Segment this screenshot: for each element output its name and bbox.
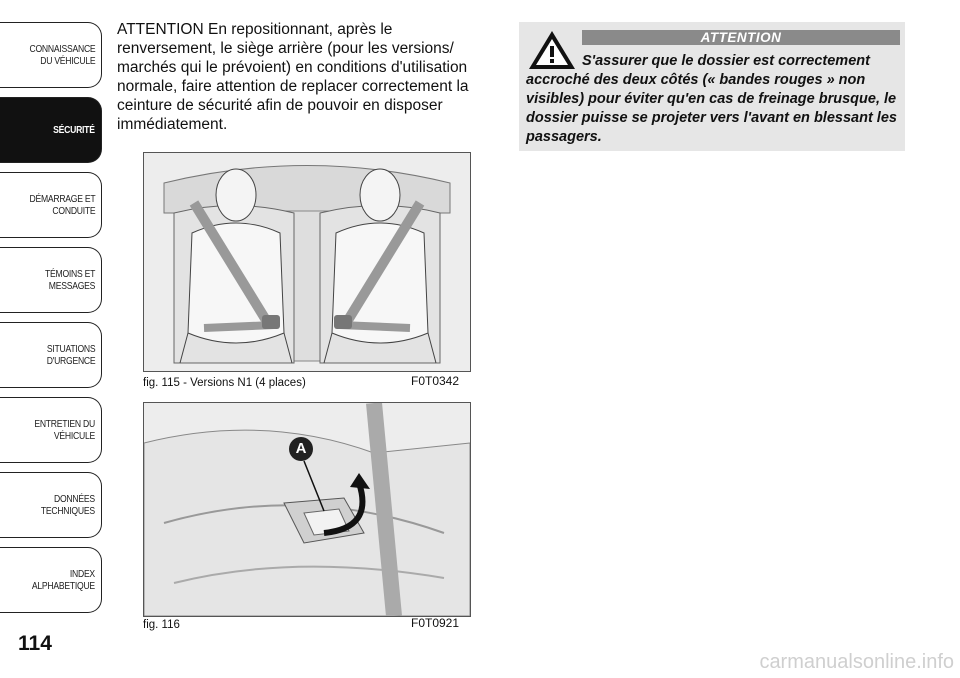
tab-label: SITUATIONS D'URGENCE: [46, 343, 95, 367]
tab-securite[interactable]: [0, 97, 102, 163]
figure-seatback-hook: [143, 402, 471, 617]
tab-demarrage-et-conduite[interactable]: [0, 172, 102, 238]
tab-connaissance-du-vehicule[interactable]: [0, 22, 102, 88]
tab-entretien-du-vehicule[interactable]: [0, 397, 102, 463]
warning-text: S'assurer que le dossier est correctement accroché des deux côtés (« bandes rouges » non visibles) pour éviter qu'en cas de freinage brusque, le dossier puisse se projeter vers l'avant en blessant les passagers.: [526, 53, 897, 145]
figure-rear-seats-belts: [143, 152, 471, 372]
warning-title: ATTENTION: [582, 30, 900, 45]
seatback-illustration: [144, 403, 470, 616]
tab-situations-durgence[interactable]: [0, 322, 102, 388]
watermark: carmanualsonline.info: [759, 651, 954, 673]
tab-index-alphabetique[interactable]: [0, 547, 102, 613]
tab-temoins-et-messages[interactable]: [0, 247, 102, 313]
page-number: 114: [18, 632, 52, 655]
warning-box: [519, 22, 905, 151]
figure-115-caption: fig. 115 - Versions N1 (4 places): [143, 377, 306, 389]
tab-label: INDEX ALPHABETIQUE: [31, 568, 95, 592]
chapter-tabs: [0, 22, 102, 622]
attention-paragraph: ATTENTION En repositionnant, après le renversement, le siège arrière (pour les versions/ marchés qui le prévoient) en conditions d'utilisation normale, faire attention de replacer correctement la ceinture de sécurité afin de pouvoir en disposer immédiatement.: [117, 21, 469, 133]
tab-donnees-techniques[interactable]: [0, 472, 102, 538]
tab-label: TÉMOINS ET MESSAGES: [44, 268, 95, 292]
callout-a: [289, 437, 313, 461]
tab-label: DÉMARRAGE ET CONDUITE: [29, 193, 95, 217]
tab-label: CONNAISSANCE DU VÉHICULE: [29, 43, 95, 67]
tab-label: DONNÉES TECHNIQUES: [41, 493, 95, 517]
callout-a-label: A: [295, 440, 307, 457]
tab-label: SÉCURITÉ: [53, 124, 95, 136]
figure-116-code: F0T0921: [411, 616, 460, 630]
seat-belt-illustration: [144, 153, 470, 371]
figure-115-code: F0T0342: [411, 374, 460, 388]
figure-116-caption: fig. 116: [143, 619, 180, 631]
tab-label: ENTRETIEN DU VÉHICULE: [34, 418, 95, 442]
